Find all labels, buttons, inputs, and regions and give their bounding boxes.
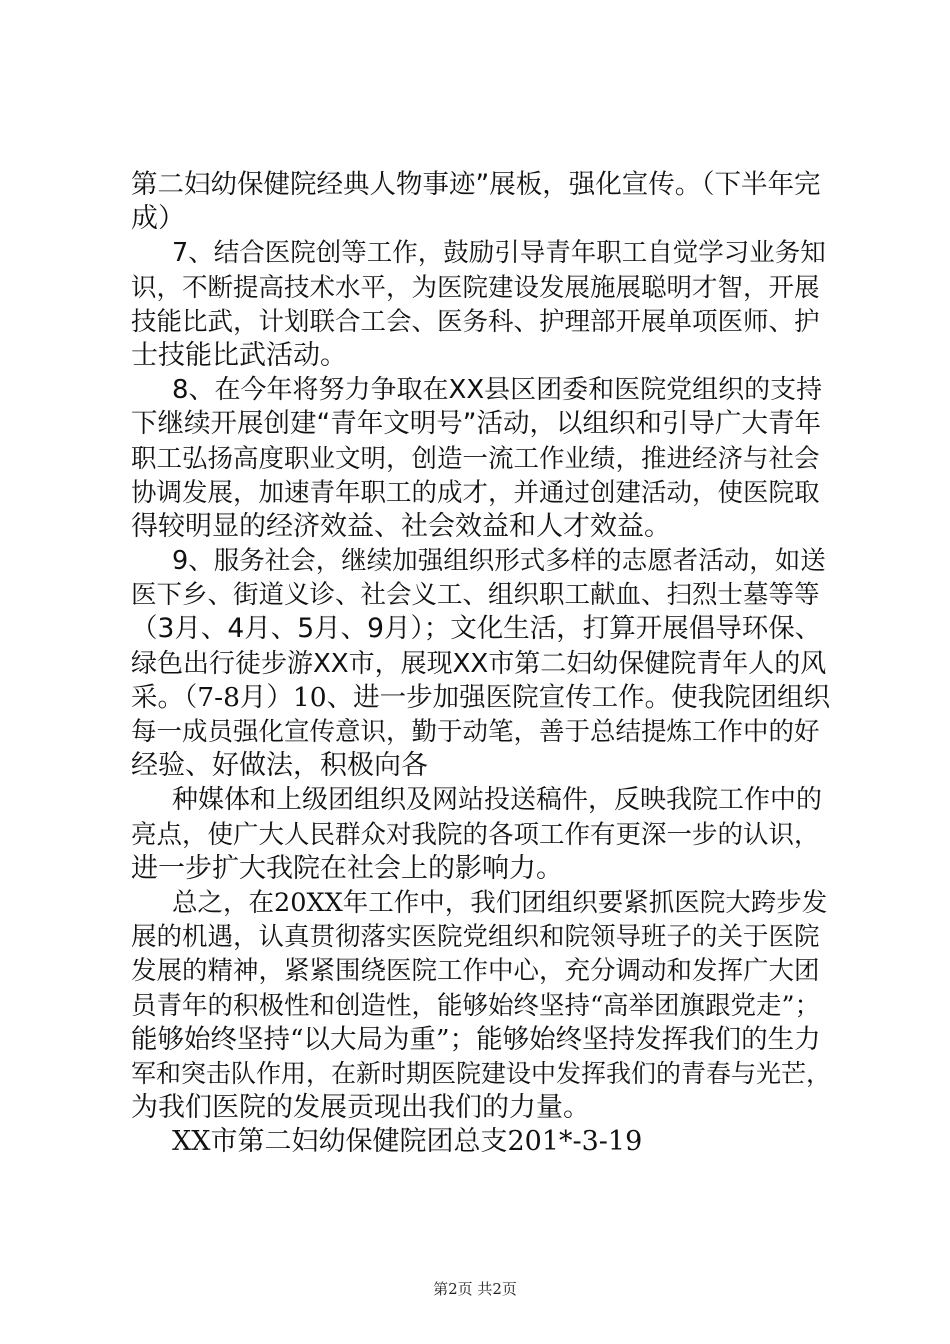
text-line: 总之，在20XX年工作中，我们团组织要紧抓医院大跨步发 — [172, 887, 828, 918]
text-line: 亮点，使广大人民群众对我院的各项工作有更深一步的认识， — [131, 819, 820, 850]
text-line: 技能比武，计划联合工会、医务科、护理部开展单项医师、护 — [131, 306, 820, 337]
text-line: XX市第二妇幼保健院团总支201*-3-19 — [172, 1126, 643, 1158]
text-line: 士技能比武活动。 — [131, 339, 347, 371]
text-line: 种媒体和上级团组织及网站投送稿件，反映我院工作中的 — [172, 785, 823, 816]
text-line: 第二妇幼保健院经典人物事迹”展板，强化宣传。（下半年完 — [131, 169, 821, 200]
text-line: 得较明显的经济效益、社会效益和人才效益。 — [131, 510, 671, 542]
text-line: 绿色出行徒步游XX市，展现XX市第二妇幼保健院青年人的风 — [131, 648, 827, 679]
text-line: 识，不断提高技术水平，为医院建设发展施展聪明才智，开展 — [131, 272, 820, 303]
text-line: 展的机遇，认真贯彻落实医院党组织和院领导班子的关于医院 — [131, 922, 820, 953]
text-line: 经验、好做法，积极向各 — [131, 750, 428, 782]
text-line: 8、在今年将努力争取在XX县区团委和医院党组织的支持 — [172, 375, 823, 406]
text-line: 采。（7-8月）10、进一步加强医院宣传工作。使我院团组织 — [131, 681, 831, 713]
text-line: 7、结合医院创等工作，鼓励引导青年职工自觉学习业务知 — [172, 238, 826, 269]
text-line: 职工弘扬高度职业文明，创造一流工作业绩，推进经济与社会 — [131, 443, 820, 474]
page-footer: 第2页 共2页 — [433, 1280, 517, 1298]
text-line: 成） — [131, 203, 185, 235]
text-line: 为我们医院的发展贡现出我们的力量。 — [131, 1092, 590, 1124]
document-body — [131, 168, 831, 1159]
text-line: 发展的精神，紧紧围绕医院工作中心，充分调动和发挥广大团 — [131, 956, 820, 987]
text-line: 协调发展，加速青年职工的成才，并通过创建活动，使医院取 — [131, 477, 820, 508]
text-line: 进一步扩大我院在社会上的影响力。 — [131, 852, 563, 884]
text-line: 每一成员强化宣传意识，勤于动笔，善于总结提炼工作中的好 — [131, 717, 820, 747]
text-line: 军和突击队作用，在新时期医院建设中发挥我们的青春与光芒， — [131, 1058, 832, 1088]
text-line: 下继续开展创建“青年文明号”活动，以组织和引导广大青年 — [131, 408, 821, 440]
text-line: 9、服务社会，继续加强组织形式多样的志愿者活动，如送 — [172, 546, 826, 577]
text-line: 医下乡、街道义诊、社会义工、组织职工献血、扫烈士墓等等 — [131, 580, 820, 611]
text-line: 能够始终坚持“以大局为重”；能够始终坚持发挥我们的生力 — [131, 1023, 821, 1055]
text-line: 员青年的积极性和创造性，能够始终坚持“高举团旗跟党走”； — [131, 990, 821, 1021]
text-line: （3月、4月、5月、9月）；文化生活，打算开展倡导环保、 — [131, 613, 822, 645]
